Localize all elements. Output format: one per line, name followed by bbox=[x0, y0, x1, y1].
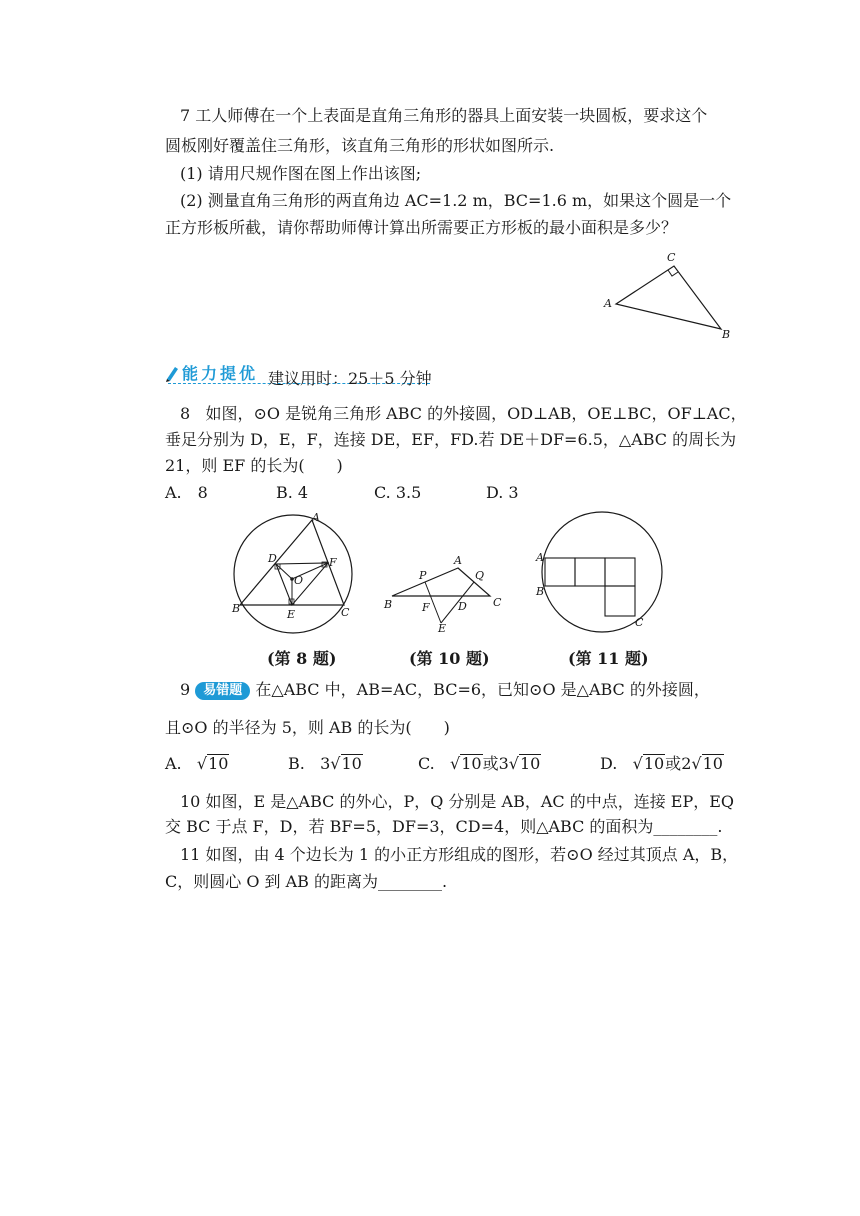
q9-option-a[interactable]: A. √10 bbox=[165, 754, 229, 773]
q10-text-1: 如图，E 是△ABC 的外心，P，Q 分别是 AB，AC 的中点，连接 EP，EQ bbox=[205, 792, 735, 811]
sqrt-10: √10 bbox=[196, 754, 229, 773]
q7-label-c: C bbox=[667, 251, 676, 264]
fig11-square-3 bbox=[605, 558, 635, 586]
q7-label-b: B bbox=[722, 328, 731, 341]
q7-triangle-figure bbox=[596, 246, 740, 344]
fig10-label-f: F bbox=[422, 601, 430, 614]
section-time: 建议用时：25＋5 分钟 bbox=[268, 369, 432, 388]
q11-line1 bbox=[180, 845, 738, 865]
fig8-label-c: C bbox=[341, 606, 350, 619]
q8-line2: 垂足分别为 D，E，F，连接 DE，EF，FD.若 DE＋DF=6.5，△ABC 的周长为 bbox=[165, 430, 737, 449]
q9-line1 bbox=[180, 680, 710, 700]
fig10-label-p: P bbox=[419, 569, 427, 582]
caption-fig10: (第 10 题) bbox=[409, 649, 490, 668]
q7-part2-line2: 正方形板所截，请你帮助师傅计算出所需要正方形板的最小面积是多少？ bbox=[165, 218, 678, 237]
fig10-label-b: B bbox=[384, 598, 393, 611]
q9-option-b[interactable]: B. 3√10 bbox=[288, 754, 362, 773]
q10-line1 bbox=[180, 792, 734, 812]
q8-option-d[interactable]: D. 3 bbox=[486, 483, 519, 502]
q8-line3: 21，则 EF 的长为( ) bbox=[165, 456, 343, 475]
section-header bbox=[164, 360, 464, 386]
q7-number: 7 bbox=[180, 106, 191, 125]
q7-triangle bbox=[616, 266, 721, 329]
sqrt-10: √10 bbox=[450, 754, 482, 773]
q7-text-1: 工人师傅在一个上表面是直角三角形的器具上面安装一块圆板，要求这个 bbox=[195, 106, 708, 125]
q9-line2: 且⊙O 的半径为 5，则 AB 的长为( ) bbox=[165, 718, 450, 737]
q7-part2-line1: (2) 测量直角三角形的两直角边 AC=1.2 m，BC=1.6 m，如果这个圆是一个 bbox=[180, 191, 732, 210]
section-title: 能力提优 bbox=[182, 364, 259, 383]
q8-option-c[interactable]: C. 3.5 bbox=[374, 483, 422, 502]
pencil-icon bbox=[164, 364, 180, 382]
q7-right-angle-mark bbox=[668, 270, 678, 276]
fig10 bbox=[380, 552, 510, 634]
fig10-label-c: C bbox=[493, 596, 502, 609]
q8-option-a[interactable]: A. 8 bbox=[165, 483, 208, 502]
sqrt-10: √10 bbox=[508, 754, 541, 773]
q8-text-1: 如图，⊙O 是锐角三角形 ABC 的外接圆，OD⊥AB，OE⊥BC，OF⊥AC， bbox=[205, 404, 747, 423]
caption-fig11: (第 11 题) bbox=[568, 649, 649, 668]
fig8-label-d: D bbox=[268, 552, 277, 565]
q11-number: 11 bbox=[180, 845, 201, 864]
fig10-label-d: D bbox=[458, 600, 467, 613]
fig11-square-1 bbox=[545, 558, 575, 586]
q8-option-b[interactable]: B. 4 bbox=[276, 483, 309, 502]
fig10-label-e: E bbox=[438, 622, 447, 634]
fig8-label-a: A bbox=[312, 511, 320, 524]
q9-error-prone-badge: 易错题 bbox=[195, 682, 250, 700]
sqrt-10: √10 bbox=[632, 754, 665, 773]
fig11-label-b: B bbox=[536, 585, 545, 598]
fig10-label-q: Q bbox=[475, 569, 485, 582]
q9-option-d[interactable]: D. √10或2√10 bbox=[600, 754, 723, 773]
fig11-square-2 bbox=[575, 558, 605, 586]
q8-line1 bbox=[180, 404, 747, 424]
fig11 bbox=[534, 508, 668, 638]
fig8-label-f: F bbox=[329, 556, 337, 569]
q10-number: 10 bbox=[180, 792, 201, 811]
q7-line2: 圆板刚好覆盖住三角形，该直角三角形的形状如图所示. bbox=[165, 136, 555, 155]
fig10-label-a: A bbox=[454, 554, 462, 567]
q9-option-c[interactable]: C. √10或3√10 bbox=[418, 754, 541, 773]
q7-label-a: A bbox=[604, 297, 612, 310]
q11-line2: C，则圆心 O 到 AB 的距离为________. bbox=[165, 872, 448, 891]
q9-number: 9 bbox=[180, 680, 191, 699]
caption-fig8: (第 8 题) bbox=[267, 649, 337, 668]
q9-text-1: 在△ABC 中，AB=AC，BC=6，已知⊙O 是△ABC 的外接圆， bbox=[255, 680, 710, 699]
fig11-label-c: C bbox=[635, 616, 644, 629]
sqrt-10: √10 bbox=[330, 754, 362, 773]
fig11-circle bbox=[542, 512, 662, 632]
q10-line2: 交 BC 于点 F，D，若 BF=5，DF=3，CD=4，则△ABC 的面积为________. bbox=[165, 817, 723, 836]
q7-part1: (1) 请用尺规作图在图上作出该图; bbox=[180, 164, 422, 183]
q11-text-1: 如图，由 4 个边长为 1 的小正方形组成的图形，若⊙O 经过其顶点 A，B， bbox=[205, 845, 739, 864]
fig8-label-o: O bbox=[294, 574, 304, 587]
fig11-label-a: A bbox=[536, 551, 544, 564]
fig8-label-e: E bbox=[287, 608, 296, 621]
fig8 bbox=[228, 508, 360, 640]
q8-number: 8 bbox=[180, 404, 191, 423]
sqrt-10: √10 bbox=[691, 754, 723, 773]
q7-line1 bbox=[180, 106, 707, 126]
fig11-square-4 bbox=[605, 586, 635, 616]
fig8-label-b: B bbox=[232, 602, 241, 615]
